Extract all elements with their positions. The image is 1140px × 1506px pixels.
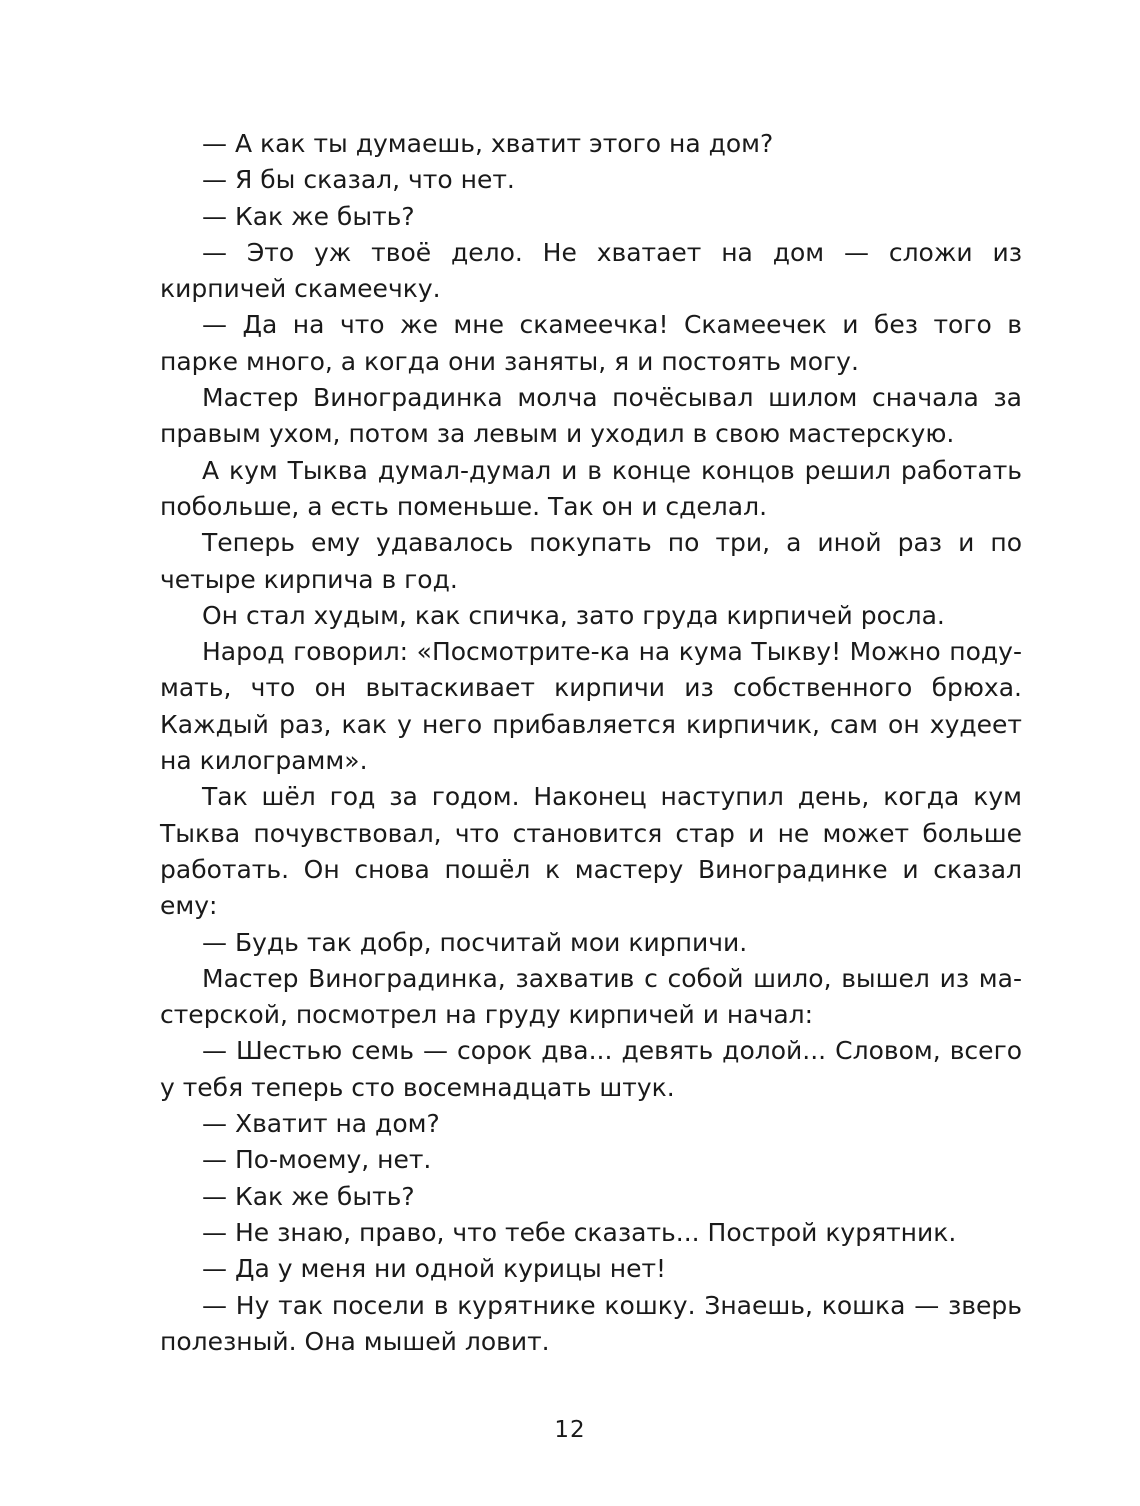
paragraph: — А как ты думаешь, хватит этого на дом? bbox=[202, 129, 774, 158]
paragraph: — Это уж твоё дело. Не хватает на дом — сложи из кирпичей скамеечку. bbox=[160, 237, 1022, 304]
paragraph: — По-моему, нет. bbox=[202, 1145, 432, 1175]
paragraph: — Да на что же мне скамеечка! Скамеечек и без того в парке много, а когда они заняты, я и постоять могу. bbox=[160, 310, 1022, 376]
paragraph: Так шёл год за годом. Наконец наступил день, когда кум Тыква почувствовал, что становится стар и не может больше работать. Он снова пошёл к мастеру Виноградинке и сказал ему: bbox=[160, 782, 1022, 921]
page-number: 12 bbox=[554, 1417, 586, 1443]
paragraph: Он стал худым, как спичка, зато груда кирпичей росла. bbox=[202, 600, 945, 630]
paragraph: — Как же быть? bbox=[202, 1181, 415, 1211]
paragraph: — Хватит на дом? bbox=[202, 1109, 440, 1139]
paragraph: А кум Тыква думал-думал и в конце концов решил работать побольше, а есть поменьше. Так он и сделал. bbox=[160, 455, 1022, 521]
paragraph: — Я бы сказал, что нет. bbox=[202, 165, 515, 195]
page-text bbox=[160, 126, 1022, 1360]
paragraph: Теперь ему удавалось покупать по три, а иной раз и по четыре кирпича в год. bbox=[160, 528, 1022, 594]
paragraph: — Да у меня ни одной курицы нет! bbox=[202, 1254, 667, 1284]
paragraph: — Как же быть? bbox=[202, 201, 415, 231]
paragraph: Народ говорил: «Посмотрите-ка на кума Тыкву! Можно подумать, что он вытаскивает кирпичи из собственного брюха. Каждый раз, как у него прибавляется кирпичик, сам он худеет на килограмм». bbox=[160, 637, 1022, 776]
paragraph: — Будь так добр, посчитай мои кирпичи. bbox=[202, 927, 748, 957]
paragraph: — Ну так посели в курятнике кошку. Знаешь, кошка — зверь полезный. Она мышей ловит. bbox=[160, 1290, 1022, 1356]
paragraph: Мастер Виноградинка молча почёсывал шилом сначала за правым ухом, потом за левым и уходил в свою мастерскую. bbox=[160, 383, 1022, 449]
paragraph: — Не знаю, право, что тебе сказать... Построй курятник. bbox=[202, 1217, 957, 1247]
paragraph: Мастер Виноградинка, захватив с собой шило, вышел из мастерской, посмотрел на груду кирпичей и начал: bbox=[160, 963, 1022, 1030]
paragraph: — Шестью семь — сорок два... девять долой... Словом, всего у тебя теперь сто восемнадцать штук. bbox=[160, 1036, 1022, 1102]
